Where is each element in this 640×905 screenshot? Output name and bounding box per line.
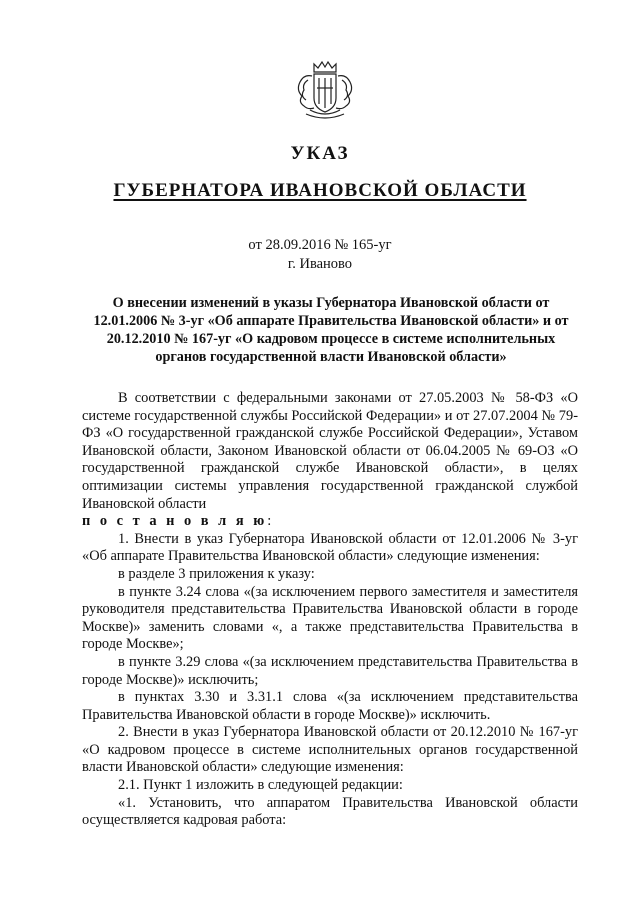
paragraph-1: 1. Внести в указ Губернатора Ивановской области от 12.01.2006 № 3-уг «Об аппарате Правительства Ивановской области» следующие изменения:: [82, 530, 578, 565]
paragraph-3-29: в пункте 3.29 слова «(за исключением представительства Правительства в городе Москве)» исключить;: [82, 653, 578, 688]
paragraph-2-1: 2.1. Пункт 1 изложить в следующей редакции:: [118, 777, 403, 794]
decree-body: [82, 390, 578, 830]
preamble-paragraph: [82, 390, 578, 513]
decree-colon: :: [267, 513, 272, 530]
decree-word-line: [82, 513, 578, 531]
paragraph-2: 2. Внести в указ Губернатора Ивановской области от 20.12.2010 № 167-уг «О кадровом процессе в системе исполнительных органов государственной власти Ивановской области» следующие изменения:: [82, 724, 578, 776]
paragraph-section-3: в разделе 3 приложения к указу:: [118, 565, 315, 582]
paragraph-3-30: в пунктах 3.30 и 3.31.1 слова «(за исключением представительства Правительства Ивановской области в городе Москве)» исключить.: [82, 689, 578, 723]
issuing-authority-title: [0, 180, 640, 202]
decree-date-number: от 28.09.2016 № 165-уг: [248, 237, 392, 253]
decree-subject: О внесении изменений в указы Губернатора Ивановской области от 12.01.2006 № 3-уг «Об аппарате Правительства Ивановской области» и от 20.12.2010 № 167-уг «О кадровом процессе в системе исполнительных органов государственной власти Ивановской области»: [93, 295, 569, 365]
decree-word: п о с т а н о в л я ю: [82, 513, 268, 530]
paragraph-quote-1: «1. Установить, что аппаратом Правительства Ивановской области осуществляется кадровая работа:: [82, 794, 578, 829]
document-type-title: УКАЗ: [290, 143, 350, 164]
paragraph-3-24: в пункте 3.24 слова «(за исключением первого заместителя и заместителя руководителя представительства Правительства Ивановской области в городе Москве)» заменить словами «, а также представительства Правительства в городе Москве»;: [82, 583, 578, 653]
decree-city: г. Иваново: [287, 256, 353, 272]
preamble-text: В соответствии с федеральными законами от 27.05.2003 № 58-ФЗ «О системе государственной службы Российской Федерации» и от 27.07.2004 № 79-ФЗ «О государственной гражданской службе Российской Федерации», Уставом Ивановской области, Законом Ивановской области от 06.04.2005 № 69-ОЗ «О государственной гражданской службе Ивановской области», в целях оптимизации системы управления государственной гражданской службой Ивановской области: [82, 390, 578, 512]
issuing-authority-text: ГУБЕРНАТОРА ИВАНОВСКОЙ ОБЛАСТИ: [113, 180, 527, 201]
coat-of-arms-icon: [290, 58, 360, 124]
